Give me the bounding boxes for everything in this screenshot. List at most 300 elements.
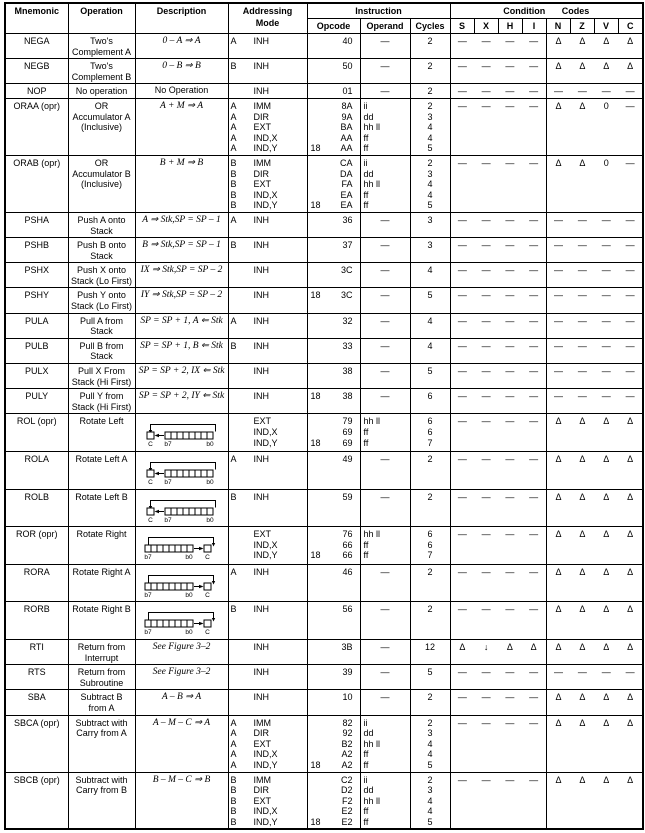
- opcode-value: A2: [341, 759, 353, 770]
- condition-codes-group-cell: [450, 665, 546, 690]
- cc-flag-value: Δ: [555, 529, 562, 540]
- accumulator-letter: [229, 642, 244, 653]
- cc-flag-value: —: [481, 692, 491, 703]
- operand-value: ff: [363, 550, 369, 561]
- cycles-value: 5: [427, 816, 433, 827]
- operand-value: —: [380, 340, 390, 351]
- cc-flag-value: Δ: [530, 641, 537, 652]
- opcode-value: EA: [340, 189, 353, 200]
- condition-codes-group-cell: [450, 414, 546, 452]
- cc-flag-value: —: [481, 491, 491, 502]
- addressing-mode: INH: [253, 491, 269, 502]
- table-row: [5, 527, 643, 565]
- condition-codes-group-cell: [546, 338, 643, 363]
- addressing-mode: INH: [253, 366, 269, 377]
- operand-value: dd: [363, 785, 374, 796]
- cc-flag-value: —: [505, 717, 515, 728]
- cc-flag-value: Δ: [627, 416, 634, 427]
- mnemonic-cell: PULB: [5, 338, 68, 363]
- table-row: [5, 212, 643, 237]
- bit7-label: b7: [163, 441, 172, 448]
- addressing-mode: EXT: [253, 179, 272, 190]
- condition-codes-group-cell: [450, 155, 546, 212]
- addressing-mode-cell: [228, 238, 307, 263]
- cycles-value: 5: [427, 667, 433, 678]
- cc-flag-value: ↓: [483, 641, 489, 652]
- operand-value: hh ll: [363, 179, 381, 190]
- opcode-value: 32: [342, 315, 353, 326]
- table-row: [5, 313, 643, 338]
- carry-label: C: [147, 479, 153, 485]
- opcode-value: 3C: [340, 290, 353, 301]
- cc-flag-value: Δ: [579, 692, 586, 703]
- col-header-flag-n: N: [546, 19, 570, 34]
- cc-flag-value: —: [457, 604, 467, 615]
- cc-flag-value: 0: [603, 157, 609, 168]
- opcode-prefix: [308, 454, 328, 465]
- table-row: [5, 288, 643, 313]
- cc-flag-value: Δ: [459, 641, 466, 652]
- accumulator-letter: [229, 667, 244, 678]
- operand-cell: [360, 414, 410, 452]
- condition-codes-group-cell: [546, 489, 643, 527]
- cc-flag-value: —: [529, 157, 539, 168]
- opcode-value: BA: [340, 122, 353, 133]
- opcode-cell: [307, 263, 360, 288]
- cc-flag-value: —: [481, 416, 491, 427]
- cc-flag-value: —: [457, 774, 467, 785]
- cc-flag-value: Δ: [627, 491, 634, 502]
- condition-codes-group-cell: [450, 715, 546, 772]
- cycles-value: 4: [427, 265, 433, 276]
- operand-value: ff: [363, 143, 369, 154]
- cc-flag-value: Δ: [555, 566, 562, 577]
- condition-codes-group-cell: [450, 313, 546, 338]
- cc-flag-value: Δ: [555, 100, 562, 111]
- addressing-mode: IND,Y: [253, 437, 278, 448]
- addressing-mode-cell: [228, 155, 307, 212]
- cc-flag-value: —: [553, 265, 563, 276]
- opcode-value: C2: [340, 774, 353, 785]
- cc-flag-value: Δ: [627, 61, 634, 72]
- opcode-prefix: 18: [310, 391, 321, 402]
- operation-cell: Push A onto Stack: [68, 212, 135, 237]
- cc-flag-value: —: [457, 366, 467, 377]
- accumulator-letter: A: [230, 566, 237, 577]
- addressing-mode: IND,X: [253, 427, 278, 437]
- opcode-prefix: [308, 540, 328, 551]
- cc-flag-value: —: [625, 290, 635, 301]
- addressing-mode: EXT: [253, 738, 272, 749]
- addressing-mode: IND,Y: [253, 816, 278, 827]
- mnemonic-cell: RTS: [5, 665, 68, 690]
- addressing-mode-cell: [228, 690, 307, 715]
- cycles-value: 2: [427, 100, 433, 111]
- cycles-cell: [410, 772, 450, 829]
- condition-codes-group-cell: [450, 288, 546, 313]
- opcode-prefix: [308, 718, 328, 729]
- cc-flag-value: —: [577, 290, 587, 301]
- operand-cell: [360, 238, 410, 263]
- cc-flag-value: —: [505, 265, 515, 276]
- operation-cell: OR Accumulator B (Inclusive): [68, 155, 135, 212]
- operand-value: —: [380, 366, 390, 377]
- condition-codes-group-cell: [546, 288, 643, 313]
- accumulator-letter: [229, 692, 244, 703]
- operand-cell: [360, 338, 410, 363]
- condition-codes-group-cell: [450, 212, 546, 237]
- cc-flag-value: Δ: [506, 641, 513, 652]
- description-cell: See Figure 3–2: [135, 665, 228, 690]
- opcode-prefix: 18: [310, 437, 321, 448]
- description-cell: [135, 527, 228, 565]
- opcode-prefix: [308, 61, 328, 72]
- cc-flag-value: —: [529, 214, 539, 225]
- operand-cell: [360, 155, 410, 212]
- cycles-value: 6: [427, 391, 433, 402]
- opcode-prefix: [308, 806, 328, 817]
- operand-cell: [360, 59, 410, 84]
- addressing-mode-cell: [228, 715, 307, 772]
- addressing-mode: IND,X: [253, 749, 278, 760]
- cycles-value: 4: [427, 749, 433, 760]
- cc-flag-value: Δ: [603, 641, 610, 652]
- description-cell: [135, 489, 228, 527]
- cycles-cell: [410, 364, 450, 389]
- addressing-mode: IND,Y: [253, 143, 278, 154]
- cc-flag-value: Δ: [579, 774, 586, 785]
- cc-flag-value: Δ: [555, 454, 562, 464]
- cc-flag-value: —: [505, 86, 515, 97]
- col-header-operand: Operand: [360, 19, 410, 34]
- cycles-value: 4: [427, 340, 433, 351]
- cc-flag-value: Δ: [627, 774, 634, 785]
- cycles-cell: [410, 489, 450, 527]
- operation-cell: Two's Complement A: [68, 34, 135, 59]
- accumulator-letter: [229, 290, 244, 301]
- table-row: [5, 690, 643, 715]
- operand-value: —: [380, 290, 390, 301]
- addressing-mode: IND,X: [253, 539, 278, 550]
- opcode-value: 66: [342, 550, 353, 561]
- cc-flag-value: —: [481, 366, 491, 377]
- description-cell: SP = SP + 2, IX ⇐ Stk: [135, 364, 228, 389]
- table-row: [5, 715, 643, 772]
- accumulator-letter: [229, 86, 244, 97]
- addressing-mode: INH: [253, 566, 269, 577]
- operand-value: dd: [363, 168, 374, 179]
- cc-flag-value: —: [457, 290, 467, 301]
- cycles-value: 2: [427, 491, 433, 502]
- accumulator-letter: B: [230, 168, 237, 179]
- description-cell: A – B ⇒ A: [135, 690, 228, 715]
- cycles-cell: [410, 238, 450, 263]
- col-header-flag-i: I: [522, 19, 546, 34]
- opcode-value: AA: [340, 143, 353, 154]
- addressing-mode: IND,Y: [253, 759, 278, 770]
- cc-flag-value: —: [529, 416, 539, 427]
- cc-flag-value: —: [505, 157, 515, 168]
- operand-value: —: [380, 36, 390, 46]
- accumulator-letter: B: [230, 774, 237, 785]
- cc-flag-value: —: [505, 240, 515, 251]
- cc-flag-value: —: [481, 340, 491, 351]
- opcode-cell: [307, 414, 360, 452]
- condition-codes-group-cell: [546, 452, 643, 490]
- cc-flag-value: —: [505, 391, 515, 402]
- addressing-mode-cell: [228, 489, 307, 527]
- accumulator-letter: B: [230, 179, 237, 190]
- operand-value: ff: [363, 749, 369, 760]
- mnemonic-cell: RTI: [5, 639, 68, 664]
- condition-codes-group-cell: [546, 98, 643, 155]
- operand-value: —: [380, 265, 390, 276]
- cc-flag-value: Δ: [603, 61, 610, 72]
- addressing-mode-cell: [228, 59, 307, 84]
- mnemonic-cell: PULA: [5, 313, 68, 338]
- opcode-prefix: [308, 739, 328, 750]
- cc-flag-value: Δ: [627, 641, 634, 652]
- mnemonic-cell: NEGB: [5, 59, 68, 84]
- operation-cell: No operation: [68, 84, 135, 99]
- accumulator-letter: [229, 265, 244, 276]
- condition-codes-group-cell: [546, 263, 643, 288]
- cycles-value: 5: [427, 143, 433, 154]
- cycles-value: 3: [427, 728, 433, 739]
- opcode-prefix: [308, 492, 328, 503]
- cycles-cell: [410, 639, 450, 664]
- addressing-mode-cell: [228, 527, 307, 565]
- opcode-prefix: [308, 122, 328, 133]
- opcode-prefix: [308, 642, 328, 653]
- cycles-value: 2: [427, 566, 433, 577]
- condition-codes-group-cell: [546, 715, 643, 772]
- accumulator-letter: A: [230, 749, 237, 760]
- opcode-value: 36: [342, 214, 353, 225]
- accumulator-letter: B: [230, 491, 237, 502]
- col-header-flag-h: H: [498, 19, 522, 34]
- opcode-cell: [307, 527, 360, 565]
- cc-flag-value: —: [577, 86, 587, 97]
- cc-flag-value: Δ: [627, 529, 634, 540]
- rotate-left-diagram: [143, 496, 221, 523]
- addressing-mode: INH: [253, 214, 269, 225]
- addressing-mode: EXT: [253, 416, 272, 427]
- operand-cell: [360, 288, 410, 313]
- col-header-flag-s: S: [450, 19, 474, 34]
- condition-codes-group-cell: [546, 602, 643, 640]
- bit7-label: b7: [163, 479, 172, 485]
- description-cell: B – M – C ⇒ B: [135, 772, 228, 829]
- cycles-value: 6: [427, 427, 433, 437]
- cc-flag-value: —: [553, 340, 563, 351]
- col-header-flag-v: V: [594, 19, 618, 34]
- opcode-prefix: [308, 796, 328, 807]
- addressing-mode: INH: [253, 315, 269, 326]
- cc-flag-value: —: [505, 36, 515, 46]
- cycles-cell: [410, 527, 450, 565]
- opcode-prefix: 18: [310, 290, 321, 301]
- opcode-prefix: [308, 158, 328, 169]
- mnemonic-cell: RORB: [5, 602, 68, 640]
- cc-flag-value: Δ: [555, 416, 562, 427]
- addressing-mode: INH: [253, 641, 269, 652]
- cc-flag-value: —: [625, 366, 635, 377]
- cycles-cell: [410, 564, 450, 602]
- addressing-mode: DIR: [253, 111, 269, 122]
- cc-flag-value: —: [625, 265, 635, 276]
- operand-cell: [360, 602, 410, 640]
- opcode-prefix: 18: [310, 143, 321, 154]
- opcode-cell: [307, 715, 360, 772]
- accumulator-letter: A: [230, 759, 237, 770]
- operand-value: hh ll: [363, 529, 381, 540]
- opcode-prefix: [308, 240, 328, 251]
- cc-flag-value: —: [553, 290, 563, 301]
- carry-label: C: [204, 591, 210, 598]
- opcode-prefix: [308, 728, 328, 739]
- addressing-mode: IMM: [253, 100, 271, 111]
- opcode-prefix: [308, 427, 328, 438]
- cc-flag-value: —: [625, 667, 635, 678]
- condition-codes-group-cell: [450, 98, 546, 155]
- cycles-cell: [410, 212, 450, 237]
- cc-flag-value: —: [601, 240, 611, 251]
- mnemonic-cell: PSHB: [5, 238, 68, 263]
- condition-codes-group-cell: [546, 414, 643, 452]
- opcode-value: 69: [342, 437, 353, 448]
- cycles-cell: [410, 452, 450, 490]
- addressing-mode: IMM: [253, 774, 271, 785]
- cycles-value: 3: [427, 111, 433, 122]
- opcode-cell: [307, 772, 360, 829]
- cc-flag-value: —: [577, 391, 587, 402]
- cc-flag-value: —: [529, 340, 539, 351]
- opcode-prefix: [308, 749, 328, 760]
- accumulator-letter: B: [230, 240, 237, 251]
- operand-cell: [360, 452, 410, 490]
- cc-flag-value: —: [625, 100, 635, 111]
- cycles-value: 5: [427, 290, 433, 301]
- condition-codes-group-cell: [450, 772, 546, 829]
- operand-cell: [360, 715, 410, 772]
- operation-cell: Rotate Left A: [68, 452, 135, 490]
- operand-value: hh ll: [363, 738, 381, 749]
- addressing-mode-cell: [228, 665, 307, 690]
- cc-flag-value: —: [625, 86, 635, 97]
- carry-label: C: [147, 516, 153, 523]
- cc-flag-value: —: [481, 214, 491, 225]
- addressing-mode: INH: [253, 240, 269, 251]
- condition-codes-group-cell: [450, 452, 546, 490]
- cycles-value: 2: [427, 36, 433, 46]
- cc-flag-value: —: [505, 454, 515, 464]
- mnemonic-cell: PULX: [5, 364, 68, 389]
- opcode-prefix: [308, 36, 328, 47]
- cycles-value: 4: [427, 132, 433, 143]
- description-cell: B + M ⇒ B: [135, 155, 228, 212]
- opcode-cell: [307, 34, 360, 59]
- opcode-cell: [307, 238, 360, 263]
- cc-flag-value: —: [625, 240, 635, 251]
- cc-flag-value: —: [457, 454, 467, 464]
- cc-flag-value: —: [577, 265, 587, 276]
- cc-flag-value: Δ: [579, 157, 586, 168]
- description-cell: B ⇒ Stk,SP = SP – 1: [135, 238, 228, 263]
- opcode-cell: [307, 155, 360, 212]
- instruction-set-table: [4, 2, 644, 830]
- operand-cell: [360, 263, 410, 288]
- accumulator-letter: B: [230, 604, 237, 615]
- bit0-label: b0: [205, 516, 214, 523]
- opcode-value: 59: [342, 491, 353, 502]
- cc-flag-value: —: [577, 667, 587, 678]
- cc-flag-value: Δ: [603, 774, 610, 785]
- accumulator-letter: A: [230, 111, 237, 122]
- mnemonic-cell: SBCB (opr): [5, 772, 68, 829]
- cycles-value: 6: [427, 539, 433, 550]
- cc-flag-value: —: [481, 566, 491, 577]
- table-row: [5, 452, 643, 490]
- cc-flag-value: —: [505, 491, 515, 502]
- operand-value: —: [380, 315, 390, 326]
- cc-flag-value: —: [553, 86, 563, 97]
- operation-cell: Rotate Left B: [68, 489, 135, 527]
- cycles-value: 2: [427, 692, 433, 703]
- cc-flag-value: —: [529, 491, 539, 502]
- description-cell: See Figure 3–2: [135, 639, 228, 664]
- cc-flag-value: —: [529, 265, 539, 276]
- addressing-label: Addressing: [242, 6, 293, 16]
- opcode-value: 79: [342, 416, 353, 427]
- addressing-mode: IMM: [253, 157, 271, 168]
- cc-flag-value: Δ: [555, 61, 562, 72]
- cycles-value: 3: [427, 240, 433, 251]
- cycles-cell: [410, 715, 450, 772]
- addressing-mode: INH: [253, 61, 269, 72]
- opcode-value: 3B: [341, 641, 353, 652]
- col-header-mnemonic: Mnemonic: [5, 3, 68, 34]
- cc-flag-value: —: [601, 214, 611, 225]
- table-row: [5, 364, 643, 389]
- cycles-cell: [410, 84, 450, 99]
- condition-codes-group-cell: [450, 389, 546, 414]
- mnemonic-cell: ORAA (opr): [5, 98, 68, 155]
- cc-flag-value: —: [553, 240, 563, 251]
- rotate-left-diagram: [143, 420, 221, 447]
- description-cell: SP = SP + 2, IY ⇐ Stk: [135, 389, 228, 414]
- cc-flag-value: —: [505, 100, 515, 111]
- opcode-value: E2: [341, 806, 353, 817]
- operand-value: —: [380, 692, 390, 703]
- bit7-label: b7: [163, 516, 172, 523]
- mnemonic-cell: ROLB: [5, 489, 68, 527]
- table-row: [5, 639, 643, 664]
- addressing-mode: DIR: [253, 728, 269, 739]
- cycles-cell: [410, 389, 450, 414]
- operation-cell: Return from Subroutine: [68, 665, 135, 690]
- condition-codes-group-cell: [546, 84, 643, 99]
- cc-flag-value: —: [481, 86, 491, 97]
- cycles-value: 2: [427, 717, 433, 728]
- cycles-value: 4: [427, 189, 433, 200]
- operand-value: ii: [363, 157, 368, 168]
- col-header-description: Description: [135, 3, 228, 34]
- opcode-cell: [307, 59, 360, 84]
- cc-flag-value: —: [625, 391, 635, 402]
- condition-codes-group-cell: [546, 564, 643, 602]
- cc-flag-value: Δ: [579, 36, 586, 46]
